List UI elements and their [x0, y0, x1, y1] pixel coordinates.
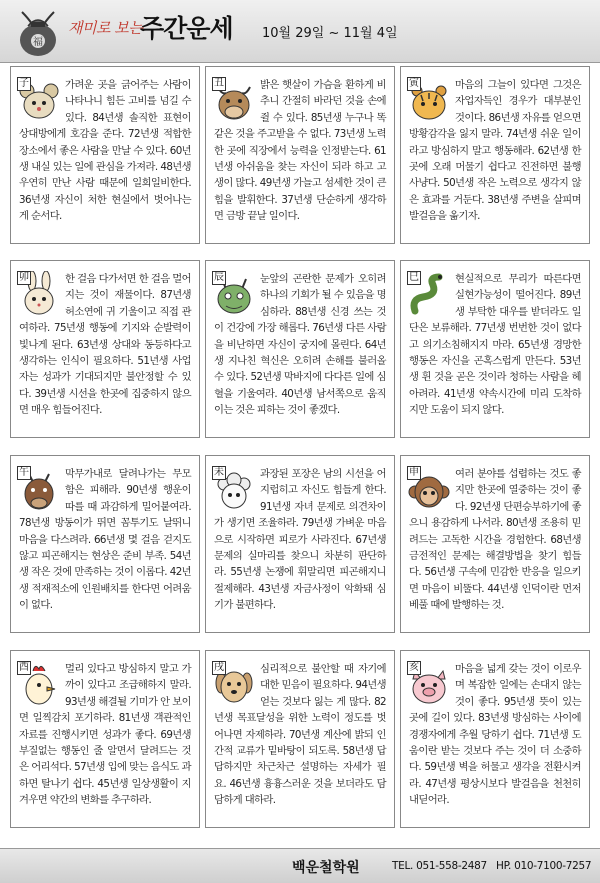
fortune-text: 멀리 있다고 방심하지 말고 가까이 있다고 조급해하지 말라. 93년생 해결될 기미가 안 보이면 일찍감치 포기하라. 81년생 객관적인 자료를 진행시키면 성과가 좋다. 69년생 부질없는 행동인 줄 알면서 달려드는 것은 어리석다. 57년생 입에 맞는 음식도 과하면 탈나기 쉽다. 45년생 일상생활이 지겨우면 약간의 변화를 추구하라. — [19, 663, 191, 807]
title-prefix: 재미로 보는 — [68, 19, 143, 37]
zodiac-glyph: 申 — [409, 467, 419, 478]
zodiac-glyph: 辰 — [214, 272, 224, 283]
fortune-text: 눈앞의 곤란한 문제가 오히려 하나의 기회가 될 수 있음을 명심하라. 88년생 신경 쓰는 것이 건강에 가장 해롭다. 76년생 다른 사람을 비난하면 자신이 궁지에 몰린다. 64년생 지나친 혁신은 오히려 손해를 불러올 수 있다. 52년생 막바지에 다다른 일에 심혈을 기울여라. 40년생 남서쪽으로 움직이는 것은 피하는 것이 좋겠다. — [214, 273, 386, 417]
rooster-icon — [17, 661, 61, 707]
ox-icon — [212, 77, 256, 123]
zodiac-glyph: 巳 — [409, 272, 419, 283]
header — [0, 0, 600, 63]
fortune-cell-horse — [10, 455, 200, 633]
zodiac-glyph: 酉 — [19, 662, 29, 673]
fortune-cell-dragon — [205, 260, 395, 438]
snake-icon — [407, 271, 451, 317]
zodiac-glyph: 卯 — [19, 272, 29, 283]
fortune-cell-tiger — [400, 66, 590, 244]
page-title: 주간운세 — [140, 14, 233, 43]
rat-icon — [17, 77, 61, 123]
fortune-cell-snake — [400, 260, 590, 438]
fortune-cell-pig — [400, 650, 590, 828]
dragon-icon — [212, 271, 256, 317]
fortune-cell-sheep — [205, 455, 395, 633]
rabbit-icon — [17, 271, 61, 317]
fortune-cell-rabbit — [10, 260, 200, 438]
fortune-text: 마음을 넓게 갖는 것이 이로우며 복잡한 일에는 손대지 않는 것이 좋다. 95년생 뜻이 있는 곳에 길이 있다. 83년생 방심하는 사이에 경쟁자에게 추월 당하기 쉽다. 71년생 도움이란 받는 것보다 주는 것이 더 소중하다. 59년생 벽을 허물고 생각을 전환시켜라. 47년생 평상시보다 발걸음을 천천히 내딛어라. — [409, 663, 581, 807]
fortune-text: 현실적으로 무리가 따른다면 실현가능성이 떨어진다. 89년생 부탁한 대우를 받더라도 일단은 보류해라. 77년생 번번한 것이 없다고 의기소침해지지 마라. 65년생 경망한 행동은 자신을 곤혹스럽게 만든다. 53년생 휜 것을 곧은 것이라 청하는 사람을 헤아려라. 41년생 약속시간에 미리 도착하지만 도움이 되지 않다. — [409, 273, 581, 417]
dog-icon — [212, 661, 256, 707]
sheep-icon — [212, 466, 256, 512]
fortune-text: 밝은 햇살이 가슴을 환하게 비추니 간절히 바라던 것을 손에 쥘 수 있다. 85년생 누구나 똑같은 것을 주고받을 수 없다. 73년생 노력한 곳에 직장에서 능력을 인정받는다. 61년생 아쉬움을 찾는 자신이 되라 하고 고생이 많다. 49년생 가늘고 섬세한 것이 큰 힘을 발휘한다. 37년생 단순하게 생각하면 금방 끝날 일이다. — [214, 79, 386, 223]
fortune-text: 가려운 곳을 긁어주는 사람이 나타나니 힘든 고비를 넘길 수 있다. 84년생 솔직한 표현이 상대방에게 호감을 준다. 72년생 적합한 장소에서 좋은 사람을 만날 수 있다. 60년생 내실 있는 일에 관심을 가져라. 48년생 우연히 만난 사람 때문에 일희일비한다. 36년생 자신이 처한 현실에서 벗어나는 게 순서다. — [19, 79, 191, 223]
tiger-icon — [407, 77, 451, 123]
zodiac-glyph: 未 — [214, 467, 224, 478]
horse-icon — [17, 466, 61, 512]
zodiac-glyph: 戌 — [214, 662, 224, 673]
fortune-text: 과장된 포장은 남의 시선을 어지럽히고 자신도 힘들게 한다. 91년생 자녀 문제로 의견차이가 생기면 조율하라. 79년생 가벼운 마음으로 시작하면 피로가 사라진다. 67년생 문제의 실마리를 찾으니 차분히 판단하라. 55년생 논쟁에 휘말리면 피곤해지니 절제해라. 43년생 자금사정이 악화돼 심기가 불편하다. — [214, 468, 386, 612]
mobile-phone: HP. 010-7100-7257 — [496, 860, 592, 872]
fortune-cell-ox — [205, 66, 395, 244]
academy-name: 백운철학원 — [292, 860, 360, 876]
zodiac-glyph: 寅 — [409, 78, 419, 89]
svg-text:福: 福 — [33, 37, 43, 48]
zodiac-glyph: 丑 — [214, 78, 224, 89]
fortune-cell-monkey — [400, 455, 590, 633]
fortune-text: 여러 분야를 섭렵하는 것도 좋지만 한곳에 열중하는 것이 좋다. 92년생 단편승부하기에 좋으니 용감하게 나서라. 80년생 조용히 믿려드는 고독한 시간을 경험한다. 68년생 금전적인 문제는 해결방법을 찾기 힘들다. 56년생 구속에 민감한 반응을 일으키면 마음이 비뚤다. 44년생 인덕이란 먼저 베풀 때에 발행하는 것. — [409, 468, 581, 612]
fortune-text: 막무가내로 달려나가는 무모함은 피해라. 90년생 행운이 따를 때 과감하게 밀어붙여라. 78년생 방동이가 뛰면 꼼투기도 날뛰니 마음을 다스려라. 66년생 몇 걸음 걷지도 않고 피곤해지는 현상은 준비 부족. 54년생 작은 것에 만족하는 것이 이롭다. 42년생 적재적소에 인원배치를 한다면 어려움이 없다. — [19, 468, 191, 612]
fortune-text: 심리적으로 불안할 때 자기에 대한 믿음이 필요하다. 94년생 얻는 것보다 잃는 게 많다. 82년생 목표달성을 위한 노력이 정도를 벗어나면 자제하라. 70년생 계산에 밝되 인간적 교류가 밑바탕이 되도록. 58년생 답답하지만 차근차근 설명하는 자세가 필요. 46년생 흉흉스러운 것을 보더라도 담담하게 대하라. — [214, 663, 386, 807]
fortune-cell-rooster — [10, 650, 200, 828]
zodiac-glyph: 子 — [19, 78, 29, 89]
fortune-cell-rat — [10, 66, 200, 244]
zodiac-glyph: 午 — [19, 467, 29, 478]
pig-icon — [407, 661, 451, 707]
footer — [0, 848, 600, 883]
monkey-icon — [407, 466, 451, 512]
fortune-bag-icon — [14, 4, 62, 58]
fortune-text: 한 걸음 다가서면 한 걸음 멀어지는 것이 재물이다. 87년생 허소연에 귀 기울이고 직접 관여하라. 75년생 행동에 기지와 순발력이 빛나게 된다. 63년생 상대와 동등하다고 생각하는 인식이 필요하다. 51년생 사업자는 성과가 기대되지만 불안정할 수 있다. 39년생 시선을 한곳에 집중하지 않으면 매우 힘들어진다. — [19, 273, 191, 417]
fortune-text: 마음의 그늘이 있다면 그것은 자업자득인 경우가 대부분인 것이다. 86년생 자유를 얻으면 방황감각을 잃지 말라. 74년생 쉬운 일이라고 방심하지 말고 행동해라. 62년생 한 곳에 오래 머물기 쉽다고 진전하면 불행사냥다. 50년생 작은 노력으로 생각지 않은 효과를 거둔다. 38년생 주변을 살피며 발걸음을 옮기자. — [409, 79, 581, 223]
zodiac-glyph: 亥 — [409, 662, 419, 673]
telephone: TEL. 051-558-2487 — [392, 860, 487, 872]
fortune-cell-dog — [205, 650, 395, 828]
date-range: 10월 29일 ~ 11월 4일 — [262, 26, 398, 41]
